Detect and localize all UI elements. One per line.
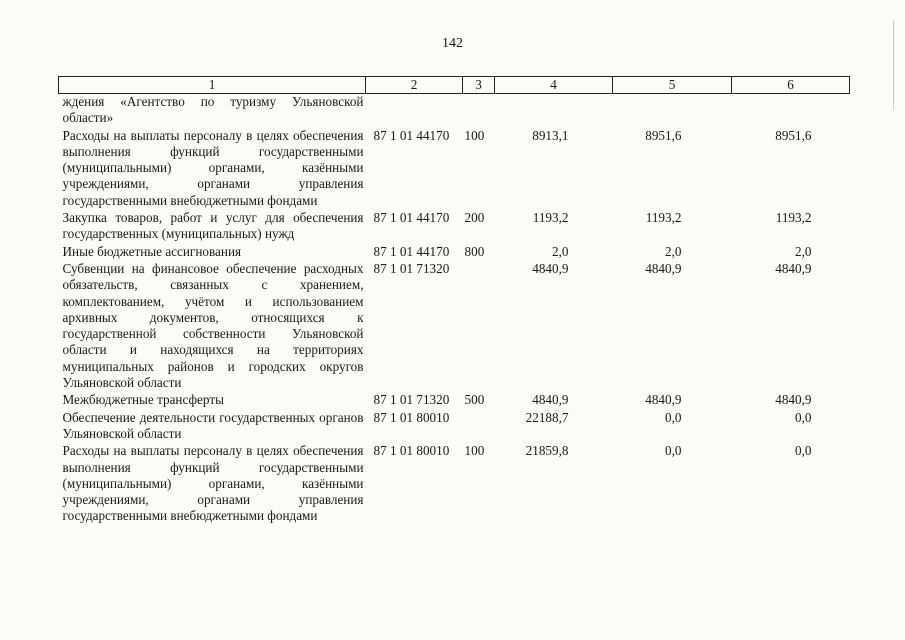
row-code: 87 1 01 44170 [373,243,450,259]
header-col-6: 6 [732,77,850,94]
row-name: Расходы на выплаты персоналу в целях обеспечения выполнения функций государственными (муниципальными) органами, казёнными учреждениями, органами управления государственными внебюджетными фондами [62,443,364,524]
row-name: ждения «Агентство по туризму Ульяновской области» [62,94,364,126]
row-value-2: 1193,2 [645,210,682,226]
row-value-2 [613,94,732,128]
row-name: Субвенции на финансовое обеспечение расходных обязательств, связанных с хранением, комплектованием, учётом и использованием архивных документов, относящихся к государственной собственности Ульяновской области и находящихся на территориях муниципальных районов и городских округов Ульяновской области [62,260,364,391]
table-row [59,261,850,392]
table-row [59,94,850,128]
table-row [59,210,850,244]
row-name: Межбюджетные трансферты [62,392,224,408]
row-value-2: 0,0 [665,443,682,459]
row-name: Расходы на выплаты персоналу в целях обеспечения выполнения функций государственными (муниципальными) органами, казёнными учреждениями, органами управления государственными внебюджетными фондами [62,127,364,208]
table-row [59,410,850,444]
header-col-5: 5 [613,77,732,94]
row-value-3: 0,0 [795,409,812,425]
row-code: 87 1 01 71320 [373,392,450,408]
row-value-3: 2,0 [795,243,812,259]
table-row [59,443,850,525]
row-value-3 [732,94,850,128]
row-name: Иные бюджетные ассигнования [62,243,242,259]
row-expense-type: 500 [464,392,485,408]
table-row [59,128,850,210]
row-expense-type: 100 [464,127,485,143]
row-value-1: 4840,9 [532,392,569,408]
row-value-1: 8913,1 [532,127,569,143]
table-header-row [59,77,850,94]
row-value-1: 21859,8 [525,443,569,459]
row-code: 87 1 01 71320 [373,260,450,276]
row-value-3: 0,0 [795,443,812,459]
row-value-1: 4840,9 [532,260,569,276]
row-value-2: 0,0 [665,409,682,425]
row-code: 87 1 01 80010 [373,409,450,425]
row-value-1: 2,0 [552,243,569,259]
header-col-4: 4 [495,77,613,94]
row-value-3: 8951,6 [775,127,812,143]
scan-edge-line [893,20,894,110]
row-value-2: 2,0 [665,243,682,259]
row-value-3: 1193,2 [775,210,812,226]
row-expense-type [463,94,495,128]
table-row [59,392,850,409]
row-code [366,94,463,128]
row-code: 87 1 01 44170 [373,210,450,226]
row-expense-type: 100 [464,443,485,459]
row-value-1: 1193,2 [532,210,569,226]
page-number: 142 [442,36,463,51]
row-value-1 [495,94,613,128]
header-col-3: 3 [463,77,495,94]
table-row [59,244,850,261]
row-value-1: 22188,7 [525,409,569,425]
row-name: Закупка товаров, работ и услуг для обеспечения государственных (муниципальных) нужд [62,210,364,242]
row-expense-type: 200 [464,210,485,226]
row-value-3: 4840,9 [775,260,812,276]
row-value-2: 4840,9 [645,392,682,408]
row-expense-type: 800 [464,243,485,259]
row-expense-type [463,410,495,444]
row-value-3: 4840,9 [775,392,812,408]
row-value-2: 8951,6 [645,127,682,143]
budget-table [58,76,850,526]
header-col-2: 2 [366,77,463,94]
row-name: Обеспечение деятельности государственных органов Ульяновской области [62,409,364,441]
header-col-1: 1 [59,77,366,94]
row-code: 87 1 01 80010 [373,443,450,459]
row-value-2: 4840,9 [645,260,682,276]
row-code: 87 1 01 44170 [373,127,450,143]
row-expense-type [463,261,495,392]
